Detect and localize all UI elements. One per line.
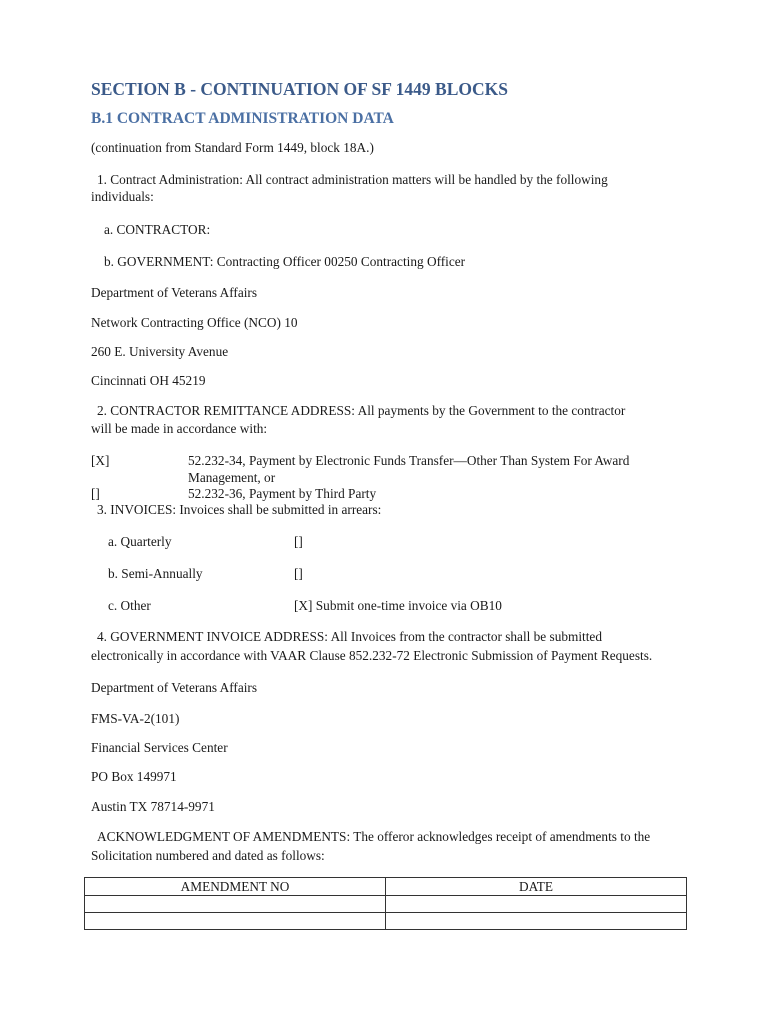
invoice-address-line: Department of Veterans Affairs xyxy=(91,680,258,695)
co-address-line: Department of Veterans Affairs xyxy=(91,285,258,300)
amendment-no-cell xyxy=(85,896,386,913)
co-address-line: Network Contracting Office (NCO) 10 xyxy=(91,315,298,330)
invoice-address-line: Austin TX 78714-9971 xyxy=(91,799,215,814)
subsection-title: B.1 CONTRACT ADMINISTRATION DATA xyxy=(91,110,394,127)
section-title: SECTION B - CONTINUATION OF SF 1449 BLOCKS xyxy=(91,79,508,99)
item1-line1: 1. Contract Administration: All contract administration matters will be handled by the following xyxy=(97,172,608,187)
government-label: b. GOVERNMENT: Contracting Officer 00250 Contracting Officer xyxy=(104,254,466,269)
item2-line2: will be made in accordance with: xyxy=(91,421,268,436)
co-address-line: 260 E. University Avenue xyxy=(91,344,229,359)
invoice-address-line: PO Box 149971 xyxy=(91,769,177,784)
table-header-row xyxy=(85,878,687,896)
remittance-mark: [X] xyxy=(91,453,110,468)
date-cell xyxy=(386,913,687,930)
invoice-frequency-label: a. Quarterly xyxy=(108,534,172,549)
item2-line1: 2. CONTRACTOR REMITTANCE ADDRESS: All payments by the Government to the contractor xyxy=(97,403,626,418)
acknowledgment-line2: Solicitation numbered and dated as follows: xyxy=(91,848,325,863)
date-header: DATE xyxy=(386,878,687,896)
remittance-mark: [] xyxy=(91,486,100,501)
acknowledgment-line1: ACKNOWLEDGMENT OF AMENDMENTS: The offeror acknowledges receipt of amendments to the xyxy=(97,829,651,844)
invoice-address-line: FMS-VA-2(101) xyxy=(91,711,180,726)
date-cell xyxy=(386,896,687,913)
amendment-no-cell xyxy=(85,913,386,930)
remittance-option-text: 52.232-34, Payment by Electronic Funds Transfer—Other Than System For Award xyxy=(188,453,630,468)
co-address-line: Cincinnati OH 45219 xyxy=(91,373,206,388)
invoice-frequency-label: c. Other xyxy=(108,598,151,613)
invoice-frequency-value: [X] Submit one-time invoice via OB10 xyxy=(294,598,502,613)
invoice-frequency-label: b. Semi-Annually xyxy=(108,566,203,581)
item4-line1: 4. GOVERNMENT INVOICE ADDRESS: All Invoices from the contractor shall be submitted xyxy=(97,629,602,644)
invoice-frequency-value: [] xyxy=(294,534,303,549)
contractor-label: a. CONTRACTOR: xyxy=(104,222,211,237)
table-row xyxy=(85,896,687,913)
item4-line2: electronically in accordance with VAAR Clause 852.232-72 Electronic Submission of Payment Requests. xyxy=(91,648,653,663)
amendment-no-header: AMENDMENT NO xyxy=(85,878,386,896)
remittance-option-text: 52.232-36, Payment by Third Party xyxy=(188,486,377,501)
remittance-option-text: Management, or xyxy=(188,470,276,485)
intro-text: (continuation from Standard Form 1449, block 18A.) xyxy=(91,140,374,155)
invoice-address-line: Financial Services Center xyxy=(91,740,228,755)
amendment-table xyxy=(84,877,687,930)
table-row xyxy=(85,913,687,930)
invoice-frequency-value: [] xyxy=(294,566,303,581)
item1-line2: individuals: xyxy=(91,189,154,204)
item3-line: 3. INVOICES: Invoices shall be submitted in arrears: xyxy=(97,502,382,517)
